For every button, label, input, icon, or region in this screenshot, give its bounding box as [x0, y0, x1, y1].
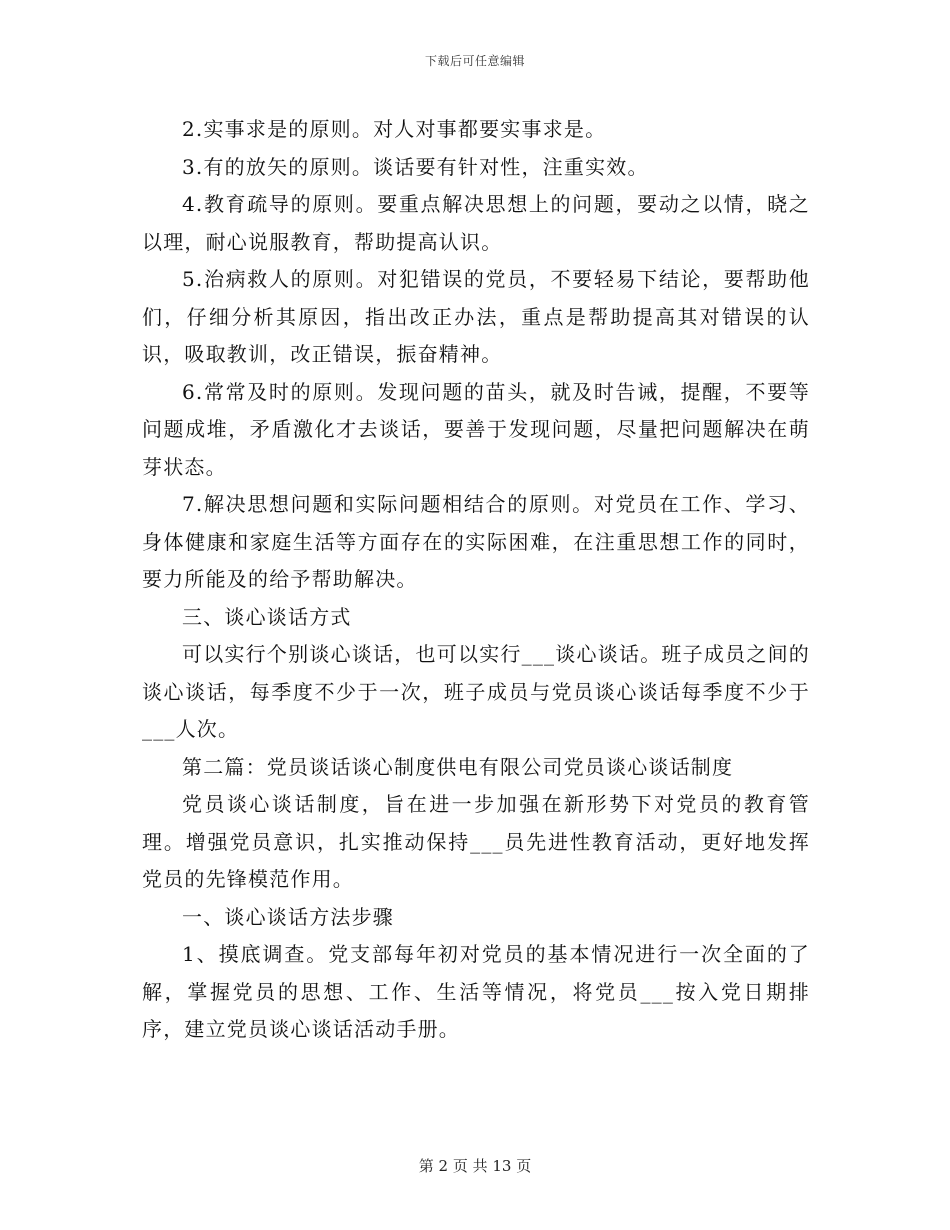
page-header-note: 下载后可任意编辑	[424, 54, 525, 68]
paragraph-talk-methods: 可以实行个别谈心谈话，也可以实行___谈心谈话。班子成员之间的谈心谈话，每季度不少于一次，班子成员与党员谈心谈话每季度不少于___人次。	[142, 642, 810, 741]
paragraph-principle-2: 2.实事求是的原则。对人对事都要实事求是。	[182, 117, 607, 141]
paragraph-step-1: 1、摸底调查。党支部每年初对党员的基本情况进行一次全面的了解，掌握党员的思想、工作、生活等情况，将党员___按入党日期排序，建立党员谈心谈话活动手册。	[142, 942, 810, 1041]
part-two-title: 第二篇：党员谈话谈心制度供电有限公司党员谈心谈话制度	[182, 754, 734, 779]
document-body	[142, 111, 810, 1049]
section-heading-talk-methods: 三、谈心谈话方式	[182, 604, 352, 629]
page-number: 第 2 页 共 13 页	[418, 1157, 532, 1175]
paragraph-principle-4: 4.教育疏导的原则。要重点解决思想上的问题，要动之以情，晓之以理，耐心说服教育，帮助提高认识。	[142, 192, 810, 254]
paragraph-principle-7: 7.解决思想问题和实际问题相结合的原则。对党员在工作、学习、身体健康和家庭生活等方面存在的实际困难，在注重思想工作的同时，要力所能及的给予帮助解决。	[142, 492, 810, 591]
paragraph-principle-6: 6.常常及时的原则。发现问题的苗头，就及时告诫，提醒，不要等问题成堆，矛盾激化才去谈话，要善于发现问题，尽量把问题解决在萌芽状态。	[142, 379, 810, 479]
paragraph-principle-5: 5.治病救人的原则。对犯错误的党员，不要轻易下结论，要帮助他们，仔细分析其原因，指出改正办法，重点是帮助提高其对错误的认识，吸取教训，改正错误，振奋精神。	[142, 267, 810, 366]
section-heading-steps: 一、谈心谈话方法步骤	[182, 904, 394, 929]
paragraph-system-intro: 党员谈心谈话制度，旨在进一步加强在新形势下对党员的教育管理。增强党员意识，扎实推动保持___员先进性教育活动，更好地发挥党员的先锋模范作用。	[142, 792, 810, 891]
paragraph-principle-3: 3.有的放矢的原则。谈话要有针对性，注重实效。	[182, 154, 649, 179]
